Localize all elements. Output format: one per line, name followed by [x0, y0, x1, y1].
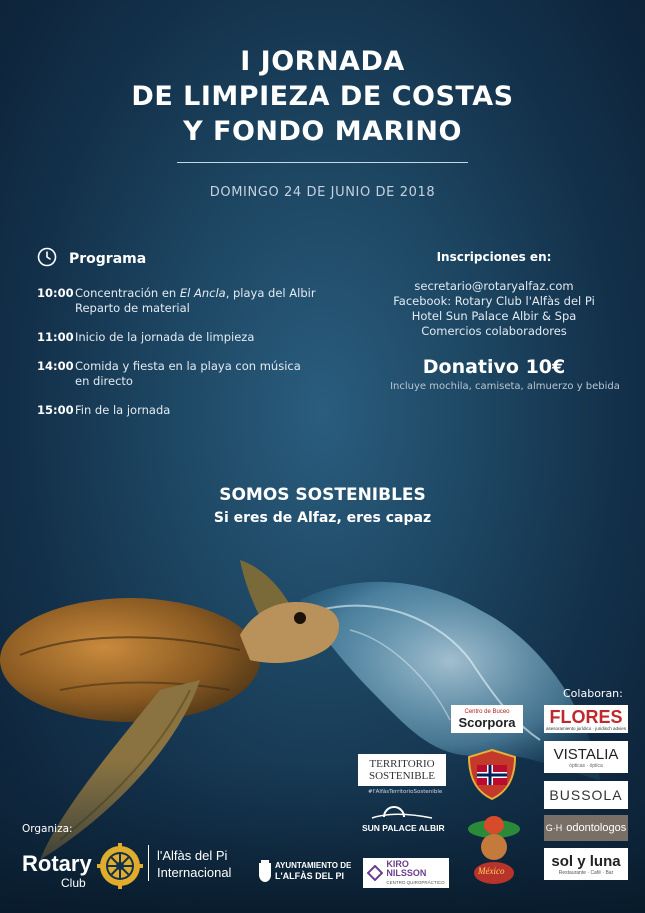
- programa-label: Programa: [69, 251, 147, 267]
- event-date: DOMINGO 24 DE JUNIO DE 2018: [209, 185, 436, 200]
- coat-of-arms-icon: [258, 859, 272, 883]
- territorio-sostenible-logo[interactable]: TERRITORIO SOSTENIBLE: [358, 754, 446, 786]
- poster-title: [0, 44, 645, 149]
- inscripciones-heading: Inscripciones en:: [436, 250, 552, 264]
- slogan-heading: SOMOS SOSTENIBLES: [219, 485, 426, 505]
- solyluna-logo[interactable]: sol y luna Restaurante · Café · Bar: [544, 848, 628, 880]
- bussola-logo[interactable]: BUSSOLA: [544, 781, 628, 809]
- schedule-item: [37, 359, 357, 389]
- territorio-hashtag: #l'AlfàsTerritorioSostenible: [368, 789, 443, 795]
- norway-badge-icon[interactable]: [465, 747, 520, 802]
- odontologos-logo[interactable]: G·H odontologos: [544, 815, 628, 841]
- mexico-label: México: [478, 866, 505, 876]
- title-line-3: Y FONDO MARINO: [183, 116, 462, 147]
- title-divider: [177, 162, 468, 163]
- turtle-head: [240, 602, 339, 663]
- kiro-nilsson-logo[interactable]: KIRO NILSSON CENTRO QUIROPRÁCTICO: [363, 858, 449, 888]
- schedule-desc: Concentración en El Ancla, playa del Albir Reparto de material: [75, 286, 316, 315]
- schedule-desc: Fin de la jornada: [75, 403, 171, 417]
- turtle-shell: [0, 598, 260, 722]
- colaboran-label: Colaboran:: [563, 687, 623, 700]
- contact-facebook: Facebook: Rotary Club l'Alfàs del Pi: [393, 294, 595, 308]
- contact-list: [380, 279, 608, 339]
- schedule-item: [37, 403, 357, 418]
- schedule-time: 15:00: [37, 403, 74, 417]
- sun-palace-icon: [362, 803, 442, 819]
- schedule-time: 14:00: [37, 359, 74, 373]
- programa-heading: [37, 247, 146, 271]
- title-line-2: DE LIMPIEZA DE COSTAS: [131, 81, 514, 112]
- alfas-internacional: l'Alfàs del Pi Internacional: [157, 848, 232, 880]
- organizer-divider: [148, 845, 149, 881]
- kiro-icon: [367, 865, 383, 881]
- title-line-1: I JORNADA: [240, 46, 405, 77]
- flores-logo[interactable]: FLORES asesoramiento jurídico · juridisch advies: [544, 705, 628, 733]
- slogan-subheading: Si eres de Alfaz, eres capaz: [213, 510, 432, 526]
- rotary-wordmark: Rotary: [22, 851, 92, 876]
- schedule-item: [37, 286, 357, 316]
- donation-amount: Donativo 10€: [422, 356, 566, 378]
- schedule-time: 10:00: [37, 286, 74, 300]
- schedule-list: [37, 286, 357, 432]
- organiza-label: Organiza:: [22, 823, 73, 835]
- schedule-desc: Comida y fiesta en la playa con música en directo: [75, 359, 301, 388]
- scorpora-logo[interactable]: Centro de Buceo Scorpora: [451, 705, 523, 733]
- contact-shops: Comercios colaboradores: [421, 324, 567, 338]
- sun-palace-logo[interactable]: SUN PALACE ALBIR: [362, 803, 442, 833]
- schedule-item: [37, 330, 357, 345]
- rotary-club-word: Club: [61, 876, 86, 890]
- donation-note: Incluye mochila, camiseta, almuerzo y bebida: [390, 381, 620, 392]
- schedule-desc: Inicio de la jornada de limpieza: [75, 330, 255, 344]
- contact-email[interactable]: secretario@rotaryalfaz.com: [414, 279, 574, 293]
- rotary-wheel-icon[interactable]: [97, 843, 143, 889]
- schedule-time: 11:00: [37, 330, 74, 344]
- ayuntamiento-logo[interactable]: AYUNTAMIENTO DE L'ALFÀS DEL PI: [258, 856, 358, 886]
- contact-hotel: Hotel Sun Palace Albir & Spa: [411, 309, 577, 323]
- vistalia-logo[interactable]: VISTALIA ópticas · óptica: [544, 741, 628, 773]
- clock-icon: [37, 247, 57, 271]
